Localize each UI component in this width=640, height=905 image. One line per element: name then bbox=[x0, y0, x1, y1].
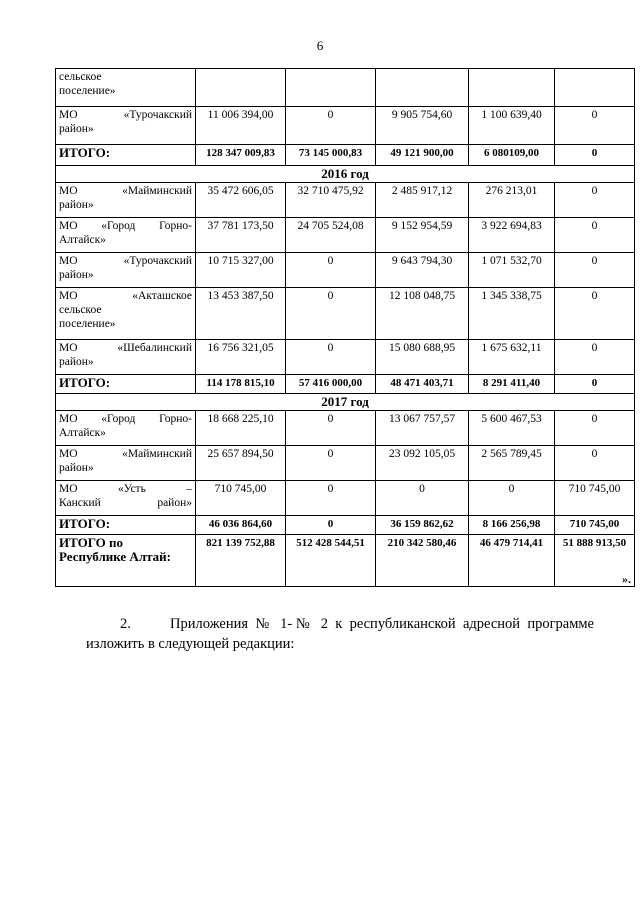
table-row bbox=[56, 218, 635, 253]
amount-cell: 0 bbox=[555, 253, 635, 288]
table-row bbox=[56, 107, 635, 145]
amount-cell: 46 036 864,60 bbox=[196, 516, 286, 535]
amount-cell: 46 479 714,41 bbox=[469, 535, 555, 587]
name-line: район» bbox=[59, 199, 94, 211]
amount-cell: 0 bbox=[286, 253, 376, 288]
amount-cell: 37 781 173,50 bbox=[196, 218, 286, 253]
amount-cell: 512 428 544,51 bbox=[286, 535, 376, 587]
amount-cell: 0 bbox=[555, 446, 635, 481]
table-row bbox=[56, 411, 635, 446]
name-line: сельское bbox=[59, 71, 102, 83]
amount-cell bbox=[196, 69, 286, 107]
name-line: МО «Акташское bbox=[59, 290, 192, 302]
amount-cell: 5 600 467,53 bbox=[469, 411, 555, 446]
amount-cell: 0 bbox=[469, 481, 555, 516]
amount-cell: 0 bbox=[286, 446, 376, 481]
amount-cell: 0 bbox=[555, 107, 635, 145]
year-label: 2017 год bbox=[56, 394, 635, 411]
year-label: 2016 год bbox=[56, 166, 635, 183]
page-number: 6 bbox=[316, 38, 324, 53]
municipality-name bbox=[56, 375, 196, 394]
amount-cell: 1 675 632,11 bbox=[469, 340, 555, 375]
table-row bbox=[56, 481, 635, 516]
amount-cell: 0 bbox=[555, 375, 635, 394]
amount-cell: 0 bbox=[555, 340, 635, 375]
name-line: МО «Город Горно- bbox=[59, 220, 192, 232]
name-line: район» bbox=[59, 123, 94, 135]
amount-cell: 710 745,00 bbox=[196, 481, 286, 516]
table-row bbox=[56, 253, 635, 288]
year-header-row bbox=[56, 394, 635, 411]
amount-cell: 3 922 694,83 bbox=[469, 218, 555, 253]
amount-cell: 0 bbox=[555, 183, 635, 218]
amount-cell: 15 080 688,95 bbox=[376, 340, 469, 375]
name-line: МО «Турочакский bbox=[59, 255, 192, 267]
amount-cell: 35 472 606,05 bbox=[196, 183, 286, 218]
amount-cell: 821 139 752,88 bbox=[196, 535, 286, 587]
amount-cell: 0 bbox=[555, 218, 635, 253]
amount-cell: 57 416 000,00 bbox=[286, 375, 376, 394]
name-line: район» bbox=[59, 356, 94, 368]
amount-cell bbox=[286, 69, 376, 107]
name-line: МО «Шебалинский bbox=[59, 342, 192, 354]
total-row bbox=[56, 516, 635, 535]
amount-cell: 128 347 009,83 bbox=[196, 145, 286, 166]
amount-cell: 9 152 954,59 bbox=[376, 218, 469, 253]
table-row bbox=[56, 69, 635, 107]
name-line: МО «Усть – bbox=[59, 483, 192, 495]
name-line: ИТОГО: bbox=[59, 516, 111, 531]
year-header-row bbox=[56, 166, 635, 183]
amount-cell: 710 745,00 bbox=[555, 516, 635, 535]
municipality-name bbox=[56, 340, 196, 375]
amount-cell: 0 bbox=[555, 145, 635, 166]
amount-cell: 0 bbox=[555, 288, 635, 340]
name-line: МО «Майминский bbox=[59, 185, 192, 197]
amount-cell: 710 745,00 bbox=[555, 481, 635, 516]
amount-cell: 0 bbox=[376, 481, 469, 516]
amount-cell: 0 bbox=[286, 481, 376, 516]
funding-table bbox=[55, 68, 635, 587]
name-line: Республике Алтай: bbox=[59, 549, 171, 564]
name-line: Канский район» bbox=[59, 497, 192, 509]
municipality-name bbox=[56, 69, 196, 107]
amount-cell: 23 092 105,05 bbox=[376, 446, 469, 481]
name-line: поселение» bbox=[59, 85, 116, 97]
name-line: ИТОГО: bbox=[59, 375, 111, 390]
name-line: район» bbox=[59, 462, 94, 474]
amount-cell: 25 657 894,50 bbox=[196, 446, 286, 481]
amount-cell: 0 bbox=[286, 288, 376, 340]
municipality-name bbox=[56, 535, 196, 587]
amount-cell: 49 121 900,00 bbox=[376, 145, 469, 166]
amount-cell: 2 565 789,45 bbox=[469, 446, 555, 481]
municipality-name bbox=[56, 218, 196, 253]
municipality-name bbox=[56, 288, 196, 340]
amount-cell: 8 166 256,98 bbox=[469, 516, 555, 535]
amount-cell bbox=[555, 69, 635, 107]
amount-cell: 24 705 524,08 bbox=[286, 218, 376, 253]
name-line: ИТОГО: bbox=[59, 145, 111, 160]
amount-cell bbox=[555, 535, 635, 587]
amount-cell: 8 291 411,40 bbox=[469, 375, 555, 394]
name-line: поселение» bbox=[59, 318, 116, 330]
amount-cell: 36 159 862,62 bbox=[376, 516, 469, 535]
municipality-name bbox=[56, 446, 196, 481]
table-row bbox=[56, 446, 635, 481]
amount-value: 51 888 913,50 bbox=[562, 537, 627, 549]
closing-quote: ». bbox=[622, 572, 631, 586]
amount-cell: 10 715 327,00 bbox=[196, 253, 286, 288]
municipality-name bbox=[56, 481, 196, 516]
amount-cell: 32 710 475,92 bbox=[286, 183, 376, 218]
amount-cell: 0 bbox=[286, 411, 376, 446]
amount-cell: 13 067 757,57 bbox=[376, 411, 469, 446]
municipality-name bbox=[56, 411, 196, 446]
amount-cell: 9 643 794,30 bbox=[376, 253, 469, 288]
amount-cell: 18 668 225,10 bbox=[196, 411, 286, 446]
amount-cell: 1 071 532,70 bbox=[469, 253, 555, 288]
name-line: район» bbox=[59, 269, 94, 281]
amount-cell: 13 453 387,50 bbox=[196, 288, 286, 340]
amount-cell: 0 bbox=[286, 516, 376, 535]
amount-cell: 0 bbox=[286, 107, 376, 145]
total-row bbox=[56, 145, 635, 166]
table-row bbox=[56, 340, 635, 375]
amount-cell: 0 bbox=[555, 411, 635, 446]
name-line: Алтайск» bbox=[59, 427, 106, 439]
amount-cell: 6 080109,00 bbox=[469, 145, 555, 166]
table-row bbox=[56, 183, 635, 218]
name-line: ИТОГО по bbox=[59, 535, 124, 550]
amount-cell: 12 108 048,75 bbox=[376, 288, 469, 340]
paragraph-index: 2. bbox=[120, 616, 131, 632]
amount-cell: 73 145 000,83 bbox=[286, 145, 376, 166]
amount-cell: 1 100 639,40 bbox=[469, 107, 555, 145]
municipality-name bbox=[56, 107, 196, 145]
total-row bbox=[56, 375, 635, 394]
amount-cell: 16 756 321,05 bbox=[196, 340, 286, 375]
amount-cell bbox=[469, 69, 555, 107]
amount-cell: 114 178 815,10 bbox=[196, 375, 286, 394]
municipality-name bbox=[56, 145, 196, 166]
table-row bbox=[56, 288, 635, 340]
amount-cell: 9 905 754,60 bbox=[376, 107, 469, 145]
paragraph-text: Приложения № 1-№ 2 к республиканской адресной программе изложить в следующей редакции: bbox=[86, 616, 594, 652]
amount-cell: 0 bbox=[286, 340, 376, 375]
name-line: МО «Майминский bbox=[59, 448, 192, 460]
municipality-name bbox=[56, 516, 196, 535]
name-line: МО «Город Горно- bbox=[59, 413, 192, 425]
amount-cell: 48 471 403,71 bbox=[376, 375, 469, 394]
amount-cell bbox=[376, 69, 469, 107]
amount-cell: 276 213,01 bbox=[469, 183, 555, 218]
name-line: МО «Турочакский bbox=[59, 109, 192, 121]
amount-cell: 210 342 580,46 bbox=[376, 535, 469, 587]
municipality-name bbox=[56, 183, 196, 218]
amount-cell: 2 485 917,12 bbox=[376, 183, 469, 218]
name-line: сельское bbox=[59, 304, 102, 316]
amount-cell: 11 006 394,00 bbox=[196, 107, 286, 145]
body-paragraph bbox=[86, 614, 594, 654]
name-line: Алтайск» bbox=[59, 234, 106, 246]
amount-cell: 1 345 338,75 bbox=[469, 288, 555, 340]
municipality-name bbox=[56, 253, 196, 288]
total-row bbox=[56, 535, 635, 587]
